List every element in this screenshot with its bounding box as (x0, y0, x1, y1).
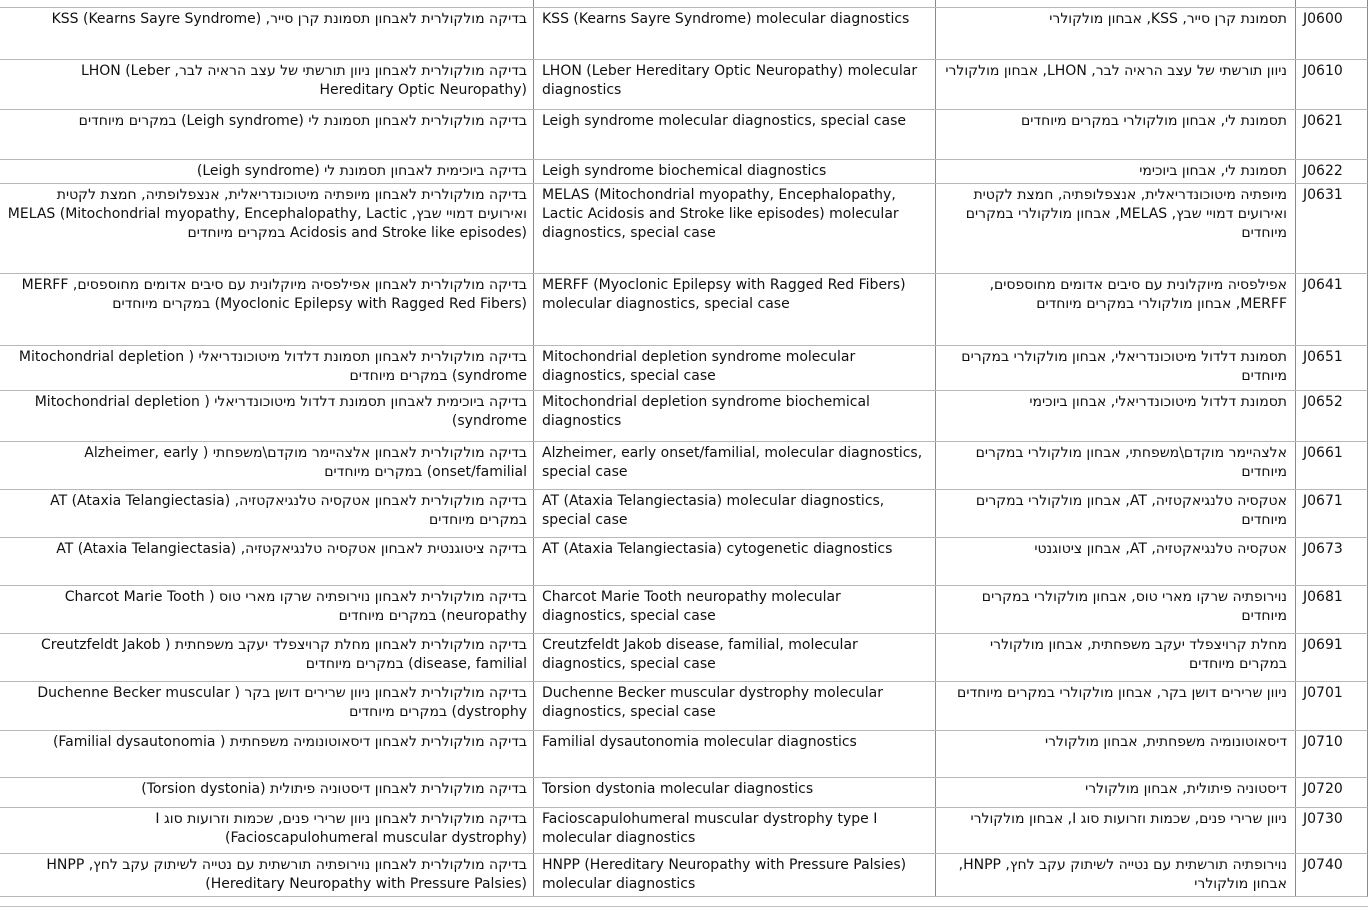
test-description-english-cell: MERFF (Myoclonic Epilepsy with Ragged Red Fibers) molecular diagnostics, special case (533, 274, 935, 345)
code-cell: J0720 (1295, 778, 1368, 807)
table-row-partial-top (0, 0, 1368, 8)
diagnosis-hebrew-cell: דיסטוניה פיתולית, אבחון מולקולרי (935, 778, 1295, 807)
table-row-partial-bottom (0, 897, 1368, 907)
diagnosis-hebrew-cell: אלצהיימר מוקדם\משפחתי, אבחון מולקולרי במקרים מיוחדים (935, 442, 1295, 489)
code-cell: J0652 (1295, 391, 1368, 441)
code-cell: J0621 (1295, 110, 1368, 159)
test-description-hebrew-cell: בדיקה מולקולרית לאבחון דיסטוניה פיתולית (Torsion dystonia) (141, 781, 527, 797)
diagnosis-hebrew-cell: אפילפסיה מיוקלונית עם סיבים אדומים מחוספסים, MERFF, אבחון מולקולרי במקרים מיוחדים (935, 274, 1295, 345)
code-cell: J0651 (1295, 346, 1368, 390)
table-row (0, 346, 1368, 391)
test-description-hebrew-cell: בדיקה מולקולרית לאבחון תסמונת דלדול מיטוכונדריאלי ( Mitochondrial depletion syndrome) במקרים מיוחדים (18, 349, 527, 384)
test-description-english-cell: KSS (Kearns Sayre Syndrome) molecular diagnostics (533, 8, 935, 59)
test-description-hebrew-cell: בדיקה מולקולרית לאבחון מחלת קרויצפלד יעקב משפחתית ( Creutzfeldt Jakob disease, familial) במקרים מיוחדים (40, 637, 527, 672)
code-cell: J0610 (1295, 60, 1368, 109)
test-description-english-cell: Facioscapulohumeral muscular dystrophy type I molecular diagnostics (533, 808, 935, 853)
table-row (0, 60, 1368, 110)
test-description-english-cell: Creutzfeldt Jakob disease, familial, molecular diagnostics, special case (533, 634, 935, 681)
test-description-hebrew-cell: בדיקה מולקולרית לאבחון תסמונת קרן סייר, (Kearns Sayre Syndrome) KSS (51, 11, 527, 27)
test-description-hebrew-cell (0, 0, 533, 7)
table-row (0, 731, 1368, 778)
test-description-english-cell: Familial dysautonomia molecular diagnostics (533, 731, 935, 777)
table-row (0, 490, 1368, 538)
test-description-hebrew-cell: בדיקה ציטוגנטית לאבחון אטקסיה טלנגיאקטזיה, AT (Ataxia Telangiectasia) (56, 541, 527, 557)
test-description-hebrew-cell: בדיקה מולקולרית לאבחון מיופתיה מיטוכונדריאלית, אנצפלופתיה, חמצת לקטית ואירועים דמויי שבץ, MELAS (Mitochondrial myopathy, Encephalopathy, Lactic Acidosis and Stroke like episodes) במקרים מיוחדים (7, 187, 527, 241)
test-description-hebrew-cell: בדיקה מולקולרית לאבחון ניוון תורשתי של עצב הראיה לבר, LHON (Leber Hereditary Optic Neuropathy) (80, 63, 527, 98)
diagnosis-hebrew-cell (935, 0, 1295, 7)
test-description-english-cell: Leigh syndrome biochemical diagnostics (533, 160, 935, 183)
test-description-hebrew-cell: בדיקה מולקולרית לאבחון אטקסיה טלנגיאקטזיה, AT (Ataxia Telangiectasia) במקרים מיוחדים (50, 493, 527, 528)
test-description-english-cell: Charcot Marie Tooth neuropathy molecular diagnostics, special case (533, 586, 935, 633)
test-description-hebrew-cell: בדיקה מולקולרית לאבחון נוירופתיה תורשתית עם נטייה לשיתוק עקב לחץ, HNPP (Hereditary Neuropathy with Pressure Palsies) (46, 857, 527, 892)
code-cell (1295, 0, 1368, 7)
test-description-english-cell: Duchenne Becker muscular dystrophy molecular diagnostics, special case (533, 682, 935, 730)
table-row (0, 854, 1368, 897)
code-cell: J0600 (1295, 8, 1368, 59)
table-row (0, 391, 1368, 442)
diagnosis-hebrew-cell: תסמונת לי, אבחון ביוכימי (935, 160, 1295, 183)
test-description-hebrew-cell: בדיקה ביוכימית לאבחון תסמונת לי (Leigh syndrome) (196, 163, 527, 179)
table-row (0, 110, 1368, 160)
diagnosis-hebrew-cell: אטקסיה טלנגיאקטזיה, AT, אבחון ציטוגנטי (935, 538, 1295, 585)
diagnosis-hebrew-cell: מיופתיה מיטוכונדריאלית, אנצפלופתיה, חמצת לקטית ואירועים דמויי שבץ, MELAS, אבחון מולקולרי במקרים מיוחדים (935, 184, 1295, 273)
diagnosis-hebrew-cell: ניוון תורשתי של עצב הראיה לבר, LHON, אבחון מולקולרי (935, 60, 1295, 109)
table-row (0, 808, 1368, 854)
test-description-hebrew-cell: בדיקה מולקולרית לאבחון אפילפסיה מיוקלונית עם סיבים אדומים מחוספסים, MERFF (Myoclonic Epilepsy with Ragged Red Fibers) במקרים מיוחדים (21, 277, 527, 312)
test-description-hebrew-cell: בדיקה מולקולרית לאבחון תסמונת לי (Leigh syndrome) במקרים מיוחדים (78, 113, 527, 129)
table-row (0, 634, 1368, 682)
table-row (0, 538, 1368, 586)
code-cell: J0730 (1295, 808, 1368, 853)
code-cell: J0622 (1295, 160, 1368, 183)
code-cell: J0661 (1295, 442, 1368, 489)
diagnosis-hebrew-cell: מחלת קרויצפלד יעקב משפחתית, אבחון מולקולרי במקרים מיוחדים (935, 634, 1295, 681)
table-row (0, 8, 1368, 60)
code-cell: J0673 (1295, 538, 1368, 585)
test-description-english-cell: AT (Ataxia Telangiectasia) molecular diagnostics, special case (533, 490, 935, 537)
code-cell: J0641 (1295, 274, 1368, 345)
diagnosis-hebrew-cell: נוירופתיה שרקו מארי טוס, אבחון מולקולרי במקרים מיוחדים (935, 586, 1295, 633)
table-rows-container (0, 8, 1368, 897)
code-cell: J0691 (1295, 634, 1368, 681)
test-description-english-cell: LHON (Leber Hereditary Optic Neuropathy) molecular diagnostics (533, 60, 935, 109)
test-description-english-cell: Mitochondrial depletion syndrome biochemical diagnostics (533, 391, 935, 441)
diagnosis-hebrew-cell: תסמונת לי, אבחון מולקולרי במקרים מיוחדים (935, 110, 1295, 159)
diagnosis-hebrew-cell: אטקסיה טלנגיאקטזיה, AT, אבחון מולקולרי במקרים מיוחדים (935, 490, 1295, 537)
diagnosis-hebrew-cell: ניוון שרירים דושן בקר, אבחון מולקולרי במקרים מיוחדים (935, 682, 1295, 730)
table-row (0, 586, 1368, 634)
code-cell: J0671 (1295, 490, 1368, 537)
test-description-english-cell: HNPP (Hereditary Neuropathy with Pressure Palsies) molecular diagnostics (533, 854, 935, 896)
table-row (0, 778, 1368, 808)
table-row (0, 682, 1368, 731)
test-description-english-cell: AT (Ataxia Telangiectasia) cytogenetic diagnostics (533, 538, 935, 585)
table-row (0, 160, 1368, 184)
diagnosis-hebrew-cell: תסמונת קרן סייר, KSS, אבחון מולקולרי (935, 8, 1295, 59)
diagnosis-hebrew-cell: תסמונת דלדול מיטוכונדריאלי, אבחון מולקולרי במקרים מיוחדים (935, 346, 1295, 390)
test-description-hebrew-cell: בדיקה מולקולרית לאבחון נוירופתיה שרקו מארי טוס ( Charcot Marie Tooth neuropathy) במקרים מיוחדים (64, 589, 527, 624)
table-row (0, 184, 1368, 274)
code-cell: J0740 (1295, 854, 1368, 896)
test-description-english-cell: Alzheimer, early onset/familial, molecular diagnostics, special case (533, 442, 935, 489)
test-description-hebrew-cell: בדיקה ביוכימית לאבחון תסמונת דלדול מיטוכונדריאלי ( Mitochondrial depletion syndrome) (34, 394, 527, 429)
test-description-hebrew-cell: בדיקה מולקולרית לאבחון ניוון שרירים דושן בקר ( Duchenne Becker muscular dystrophy) במקרים מיוחדים (37, 685, 527, 720)
test-description-english-cell: Mitochondrial depletion syndrome molecular diagnostics, special case (533, 346, 935, 390)
code-cell: J0631 (1295, 184, 1368, 273)
code-cell: J0681 (1295, 586, 1368, 633)
test-description-hebrew-cell: בדיקה מולקולרית לאבחון אלצהיימר מוקדם\משפחתי ( Alzheimer, early onset/familial) במקרים מיוחדים (84, 445, 527, 480)
table-row (0, 442, 1368, 490)
diagnosis-hebrew-cell: דיסאוטונומיה משפחתית, אבחון מולקולרי (935, 731, 1295, 777)
test-description-english-cell: MELAS (Mitochondrial myopathy, Encephalopathy, Lactic Acidosis and Stroke like episodes) molecular diagnostics, special case (533, 184, 935, 273)
diagnosis-hebrew-cell: תסמונת דלדול מיטוכונדריאלי, אבחון ביוכימי (935, 391, 1295, 441)
code-cell: J0710 (1295, 731, 1368, 777)
diagnosis-hebrew-cell: ניוון שרירי פנים, שכמות וזרועות סוג I, אבחון מולקולרי (935, 808, 1295, 853)
test-description-hebrew-cell: בדיקה מולקולרית לאבחון דיסאוטונומיה משפחתית ( Familial dysautonomia) (52, 734, 527, 750)
test-description-english-cell (533, 0, 935, 7)
test-description-english-cell: Leigh syndrome molecular diagnostics, special case (533, 110, 935, 159)
table-row (0, 274, 1368, 346)
code-cell: J0701 (1295, 682, 1368, 730)
diagnosis-hebrew-cell: נוירופתיה תורשתית עם נטייה לשיתוק עקב לחץ, HNPP, אבחון מולקולרי (935, 854, 1295, 896)
test-description-hebrew-cell: בדיקה מולקולרית לאבחון ניוון שרירי פנים, שכמות וזרועות סוג I (Facioscapulohumeral muscular dystrophy) (155, 811, 527, 846)
test-description-english-cell: Torsion dystonia molecular diagnostics (533, 778, 935, 807)
